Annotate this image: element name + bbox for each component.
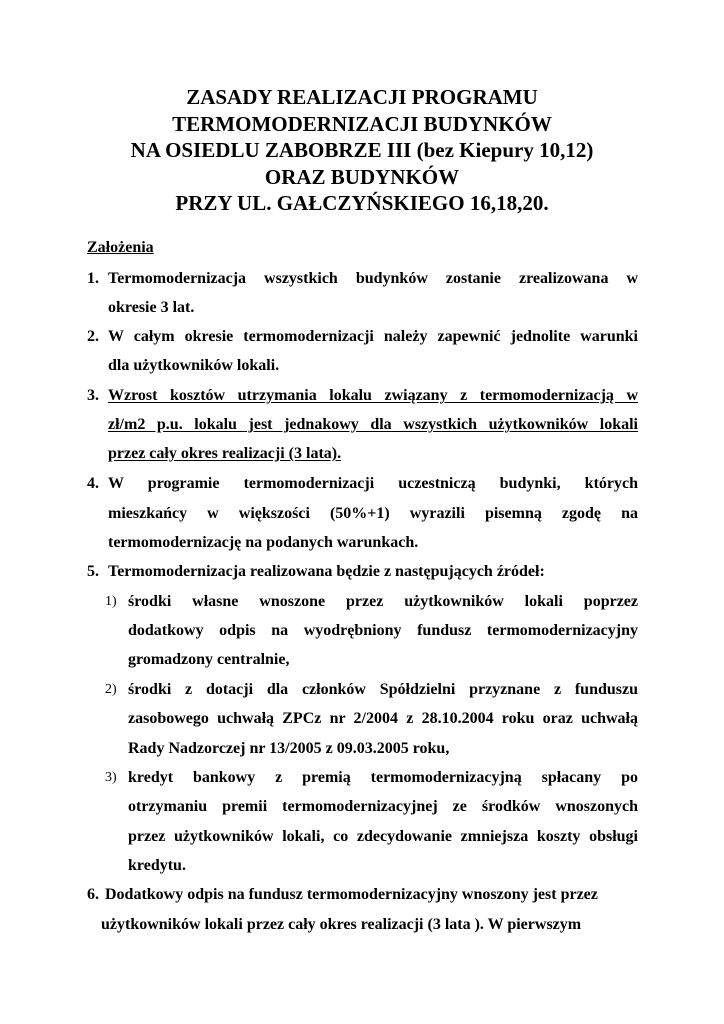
subitem-line: dodatkowy odpis na wyodrębniony fundusz termomodernizacyjny bbox=[128, 622, 638, 639]
document-title bbox=[60, 84, 664, 217]
item-line: W programie termomodernizacji uczestniczą budynki, których bbox=[108, 475, 638, 492]
subitem-line: otrzymaniu premii termomodernizacyjnej ze środków wnoszonych bbox=[128, 798, 638, 815]
subitem-number: 1) bbox=[105, 594, 117, 609]
subitem-line: środki własne wnoszone przez użytkowników lokali poprzez bbox=[128, 593, 638, 610]
subitem-line: Rady Nadzorczej nr 13/2005 z 09.03.2005 roku, bbox=[128, 740, 450, 757]
item-line-underlined: Wzrost kosztów utrzymania lokalu związany z termomodernizacją w bbox=[108, 387, 638, 404]
subitem-line: przez użytkowników lokali, co zdecydowanie zmniejsza koszty obsługi bbox=[128, 828, 638, 845]
item-line-underlined: zł/m2 p.u. lokalu jest jednakowy dla wszystkich użytkowników lokali bbox=[108, 416, 638, 433]
title-line: NA OSIEDLU ZABOBRZE III (bez Kiepury 10,12) bbox=[130, 138, 594, 162]
item-line: dla użytkowników lokali. bbox=[108, 357, 280, 374]
title-line: ORAZ BUDYNKÓW bbox=[264, 164, 460, 189]
item-number: 2. bbox=[87, 328, 99, 345]
title-line: TERMOMODERNIZACJI BUDYNKÓW bbox=[172, 111, 552, 136]
item-number: 6. bbox=[87, 886, 99, 903]
item-line: Termomodernizacja realizowana będzie z następujących źródeł: bbox=[108, 563, 545, 580]
item-line: W całym okresie termomodernizacji należy zapewnić jednolite warunki bbox=[108, 328, 638, 345]
item-line: mieszkańcy w większości (50%+1) wyrazili pisemną zgodę na bbox=[108, 505, 638, 522]
subitem-number: 2) bbox=[105, 682, 117, 697]
subitem-number: 3) bbox=[105, 770, 117, 785]
item-line: Dodatkowy odpis na fundusz termomodernizacyjny wnoszony jest przez bbox=[105, 886, 598, 903]
subitem-line: kredytu. bbox=[128, 857, 186, 874]
item-number: 5. bbox=[87, 563, 99, 580]
item-line: Termomodernizacja wszystkich budynków zostanie zrealizowana w bbox=[108, 270, 638, 287]
item-number: 1. bbox=[87, 270, 99, 287]
section-heading: Założenia bbox=[87, 239, 154, 256]
item-number: 3. bbox=[87, 387, 99, 404]
subitem-line: środki z dotacji dla członków Spółdzielni przyznane z funduszu bbox=[128, 681, 638, 698]
item-line-underlined: przez cały okres realizacji (3 lata). bbox=[108, 445, 342, 462]
subitem-line: kredyt bankowy z premią termomodernizacyjną spłacany po bbox=[128, 769, 638, 786]
item-number: 4. bbox=[87, 475, 99, 492]
item-line: termomodernizację na podanych warunkach. bbox=[108, 534, 419, 551]
title-line: PRZY UL. GAŁCZYŃSKIEGO 16,18,20. bbox=[175, 191, 549, 215]
item-line: okresie 3 lat. bbox=[108, 299, 195, 316]
item-line: użytkowników lokali przez cały okres realizacji (3 lata ). W pierwszym bbox=[101, 916, 582, 933]
subitem-line: zasobowego uchwałą ZPCz nr 2/2004 z 28.10.2004 roku oraz uchwałą bbox=[128, 710, 638, 727]
title-line: ZASADY REALIZACJI PROGRAMU bbox=[186, 85, 538, 109]
subitem-line: gromadzony centralnie, bbox=[128, 651, 290, 668]
